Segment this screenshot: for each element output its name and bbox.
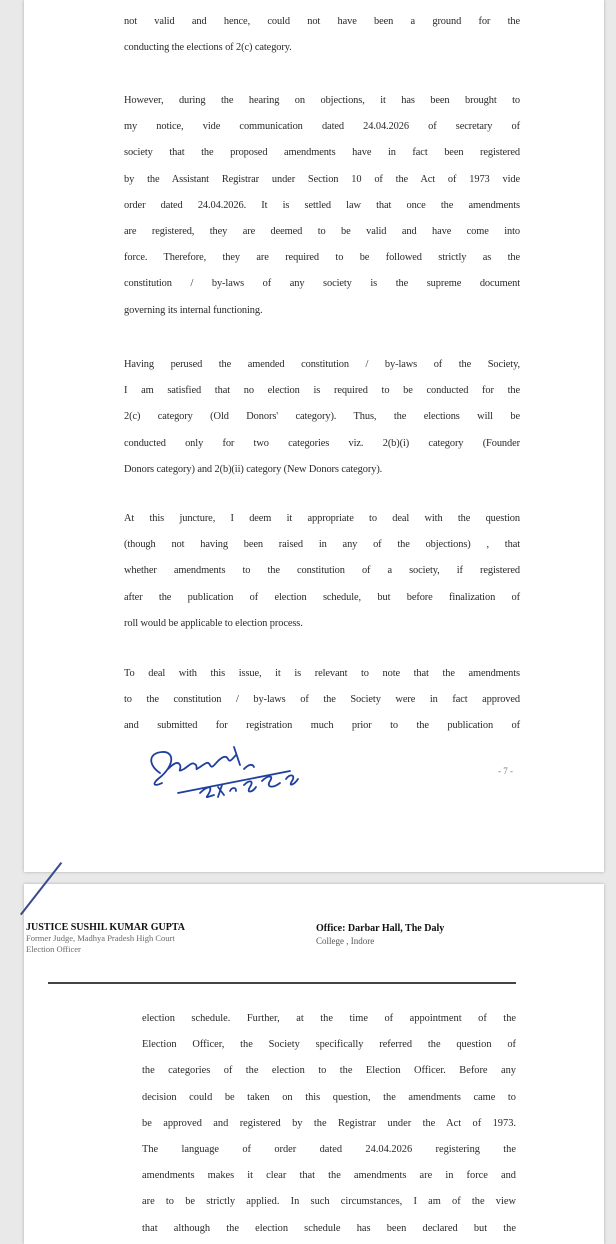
office-address: Office: Darbar Hall, The Daly [316, 923, 445, 934]
text-line: However, during the hearing on objections, it has been brought to [124, 95, 520, 106]
text-line: not valid and hence, could not have been a ground for the [124, 16, 520, 27]
text-line: The language of order dated 24.04.2026 registering the [142, 1143, 516, 1155]
text-line: that although the election schedule has been declared but the [142, 1222, 516, 1234]
text-line: Donors category) and 2(b)(ii) category (New Donors category). [124, 463, 383, 475]
text-line: roll would be applicable to election process. [124, 617, 303, 629]
text-line: are registered, they are deemed to be valid and have come into [124, 225, 520, 237]
text-line: constitution / by-laws of any society is the supreme document [124, 278, 520, 290]
text-line: conducting the elections of 2(c) category. [124, 42, 292, 54]
header-divider [48, 982, 516, 984]
officer-role: Election Officer [26, 944, 81, 954]
letterhead-left [26, 922, 185, 955]
text-line: 2(c) category (Old Donors' category). Thus, the elections will be [124, 411, 520, 423]
handwritten-signature [140, 735, 310, 805]
paragraph-juncture [124, 506, 520, 637]
paragraph-categories [124, 352, 520, 483]
text-line: are to be strictly applied. In such circumstances, I am of the view [142, 1196, 516, 1208]
text-line: by the Assistant Registrar under Section 10 of the Act of 1973 vide [124, 173, 520, 185]
text-line: amendments makes it clear that the amendments are in force and [142, 1170, 516, 1182]
text-line: society that the proposed amendments have in fact been registered [124, 147, 520, 159]
text-line: be approved and registered by the Registrar under the Act of 1973. [142, 1117, 516, 1129]
text-line: whether amendments to the constitution of a society, if registered [124, 565, 520, 577]
page-number: - 7 - [498, 766, 513, 776]
text-line: At this juncture, I deem it appropriate to deal with the question [124, 513, 520, 524]
letterhead-right [316, 922, 444, 948]
text-line: I am satisfied that no election is required to be conducted for the [124, 385, 520, 397]
text-line: Having perused the amended constitution / by-laws of the Society, [124, 359, 520, 370]
paragraph-amendments-registered [124, 88, 520, 324]
text-line: election schedule. Further, at the time of appointment of the [142, 1013, 516, 1024]
text-line: To deal with this issue, it is relevant to note that the amendments [124, 668, 520, 679]
text-line: governing its internal functioning. [124, 304, 263, 316]
text-line: order dated 24.04.2026. It is settled law that once the amendments [124, 199, 520, 211]
text-line: conducted only for two categories viz. 2(b)(i) category (Founder [124, 437, 520, 449]
text-line: (though not having been raised in any of the objections) , that [124, 539, 520, 551]
paragraph-issue [124, 661, 520, 740]
paragraph-page2-body [142, 1006, 516, 1242]
text-line: to the constitution / by-laws of the Society were in fact approved [124, 694, 520, 706]
text-line: the categories of the election to the Election Officer. Before any [142, 1065, 516, 1077]
text-line: after the publication of election schedule, but before finalization of [124, 591, 520, 603]
text-line: and submitted for registration much prior to the publication of [124, 720, 520, 732]
text-line: my notice, vide communication dated 24.04.2026 of secretary of [124, 121, 520, 133]
officer-name: JUSTICE SUSHIL KUMAR GUPTA [26, 922, 186, 933]
office-address-line2: College , Indore [316, 936, 375, 946]
text-line: decision could be taken on this question, the amendments came to [142, 1091, 516, 1103]
officer-designation: Former Judge, Madhya Pradesh High Court [26, 933, 175, 943]
text-line: Election Officer, the Society specifically referred the question of [142, 1039, 516, 1051]
text-line: force. Therefore, they are required to be followed strictly as the [124, 252, 520, 264]
paragraph-continuation [124, 9, 520, 61]
